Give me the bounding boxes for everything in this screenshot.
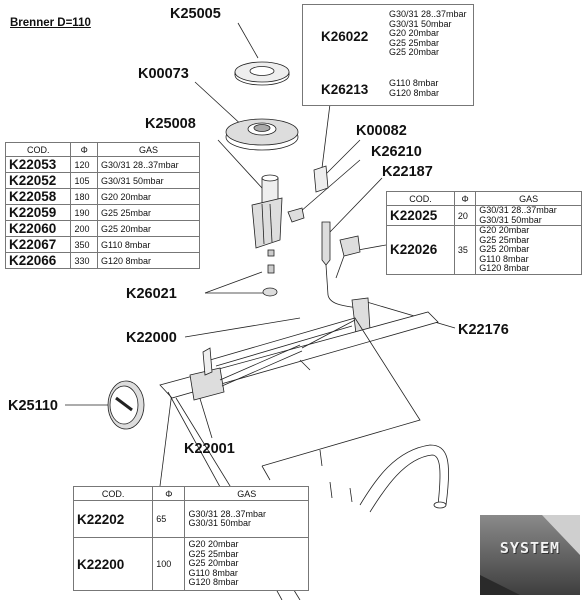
leader-k22187 bbox=[330, 178, 382, 232]
table-row: K22067 350 G110 8mbar bbox=[6, 237, 200, 253]
label-k22001: K22001 bbox=[184, 441, 235, 457]
leader-k00082 bbox=[322, 140, 360, 178]
label-k22176: K22176 bbox=[458, 322, 509, 338]
header-cod: COD. bbox=[6, 143, 71, 157]
system-logo bbox=[480, 515, 580, 595]
page-title: Brenner D=110 bbox=[10, 17, 91, 29]
table-row: K22200 100 G20 20mbar G25 25mbar G25 20mbar G110 8mbar G120 8mbar bbox=[74, 538, 309, 591]
burner-k00073 bbox=[226, 119, 298, 150]
electrode-k22187 bbox=[322, 222, 360, 295]
leader-k26022 bbox=[322, 104, 330, 168]
header-gas: GAS bbox=[185, 487, 309, 501]
header-cod: COD. bbox=[387, 192, 455, 206]
leader-k22001 bbox=[198, 392, 212, 438]
valve-injector-table bbox=[73, 486, 309, 591]
label-k26210: K26210 bbox=[371, 144, 422, 160]
header-dia: Φ bbox=[153, 487, 185, 501]
injector-box bbox=[302, 4, 474, 106]
leader-k22202 bbox=[160, 392, 172, 486]
table-row: K22060 200 G25 20mbar bbox=[6, 221, 200, 237]
box-gas-k26213: G110 8mbar G120 8mbar bbox=[389, 78, 440, 98]
burner-cap-k25005 bbox=[235, 62, 289, 85]
leader-k00073 bbox=[195, 82, 245, 128]
table-row: K22059 190 G25 25mbar bbox=[6, 205, 200, 221]
box-code-k26022: K26022 bbox=[321, 29, 369, 44]
label-k26021: K26021 bbox=[126, 286, 177, 302]
table-row: K22026 35 G20 20mbar G25 25mbar G25 20mbar G110 8mbar G120 8mbar bbox=[387, 226, 582, 275]
leader-k26021 bbox=[205, 272, 262, 293]
clip-k00082 bbox=[314, 166, 328, 192]
label-k25110: K25110 bbox=[8, 398, 58, 414]
box-code-k26213: K26213 bbox=[321, 82, 369, 97]
header-dia: Φ bbox=[71, 143, 98, 157]
knob-k25110 bbox=[108, 381, 144, 429]
label-k25008: K25008 bbox=[145, 116, 196, 132]
table-row: K22066 330 G120 8mbar bbox=[6, 253, 200, 269]
label-k00073: K00073 bbox=[138, 66, 189, 82]
leader-k22000 bbox=[185, 318, 300, 337]
bracket-k26210 bbox=[288, 208, 304, 222]
gas-pipe bbox=[360, 445, 449, 512]
label-k00082: K00082 bbox=[356, 123, 407, 139]
table-row: K22053 120 G30/31 28..37mbar bbox=[6, 157, 200, 173]
leader-k26210 bbox=[300, 160, 360, 212]
label-k22187: K22187 bbox=[382, 164, 433, 180]
table-row: K22202 65 G30/31 28..37mbar G30/31 50mbar bbox=[74, 501, 309, 538]
label-k25005: K25005 bbox=[170, 6, 221, 22]
label-k22000: K22000 bbox=[126, 330, 177, 346]
box-gas-k26022: G30/31 28..37mbar G30/31 50mbar G20 20mbar G25 25mbar G25 20mbar bbox=[389, 9, 467, 57]
header-dia: Φ bbox=[454, 192, 475, 206]
table-row: K22052 105 G30/31 50mbar bbox=[6, 173, 200, 189]
leader-k25005 bbox=[238, 23, 258, 58]
leader-k22025 bbox=[358, 245, 386, 250]
header-gas: GAS bbox=[476, 192, 582, 206]
header-gas: GAS bbox=[98, 143, 200, 157]
pilot-injector-table bbox=[386, 191, 582, 275]
logo-text: SYSTEM bbox=[499, 539, 561, 557]
table-row: K22025 20 G30/31 28..37mbar G30/31 50mbar bbox=[387, 206, 582, 226]
table-row: K22058 180 G20 20mbar bbox=[6, 189, 200, 205]
burner-body-k25008 bbox=[252, 175, 282, 296]
header-cod: COD. bbox=[74, 487, 153, 501]
burner-injector-table bbox=[5, 142, 200, 269]
